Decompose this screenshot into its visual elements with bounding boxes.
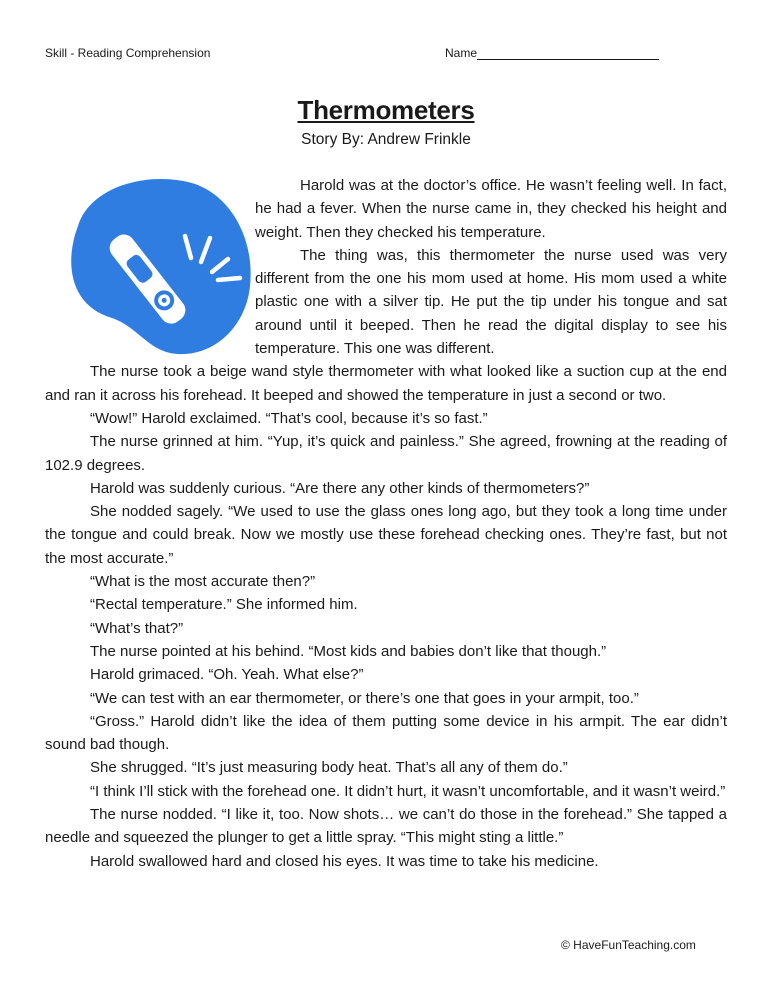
story-paragraph: She nodded sagely. “We used to use the glass ones long ago, but they took a long time under the tongue and could break. Now we mostly use these forehead checking ones. They’re fast, but not the most accurate.” (45, 503, 727, 567)
name-field (445, 46, 659, 60)
story-paragraph: She shrugged. “It’s just measuring body heat. That’s all any of them do.” (90, 759, 568, 777)
story-paragraph: Harold grimaced. “Oh. Yeah. What else?” (90, 666, 364, 684)
story-paragraph: Harold swallowed hard and closed his eyes. It was time to take his medicine. (90, 852, 599, 870)
story-paragraph: “What is the most accurate then?” (90, 573, 316, 591)
story-paragraph: “I think I’ll stick with the forehead one. It didn’t hurt, it wasn’t uncomfortable, and it wasn’t weird.” (90, 782, 726, 800)
story-paragraph: “We can test with an ear thermometer, or there’s one that goes in your armpit, too.” (90, 689, 639, 707)
story-text (45, 174, 727, 873)
page-title: Thermometers (297, 95, 475, 125)
story-paragraph: The nurse grinned at him. “Yup, it’s quick and painless.” She agreed, frowning at the reading of 102.9 degrees. (45, 433, 727, 474)
story-paragraph: The nurse nodded. “I like it, too. Now shots… we can’t do those in the forehead.” She tapped a needle and squeezed the plunger to get a little spray. “This might sting a little.” (45, 806, 727, 847)
story-paragraph: “Wow!” Harold exclaimed. “That’s cool, because it’s so fast.” (90, 409, 488, 427)
story-paragraph: Harold was suddenly curious. “Are there any other kinds of thermometers?” (90, 479, 590, 497)
copyright-footer: © HaveFunTeaching.com (561, 938, 696, 952)
story-paragraph: The thing was, this thermometer the nurse used was very different from the one his mom used at home. His mom used a white plastic one with a silver tip. He put the tip under his tongue and sat around until it beeped. Then he read the digital display to see his temperature. This one was different. (255, 246, 727, 358)
story-paragraph: The nurse took a beige wand style thermometer with what looked like a suction cup at the end and ran it across his forehead. It beeped and showed the temperature in just a second or two. (45, 363, 727, 404)
name-blank-line (477, 46, 659, 60)
name-label: Name (445, 46, 478, 60)
byline: Story By: Andrew Frinkle (301, 131, 471, 148)
story-paragraph: “What’s that?” (90, 619, 184, 637)
story-paragraph: “Rectal temperature.” She informed him. (90, 596, 358, 614)
illustration-space (45, 174, 255, 359)
story-paragraph: “Gross.” Harold didn’t like the idea of them putting some device in his armpit. The ear didn’t sound bad though. (45, 712, 727, 754)
story-paragraph: The nurse pointed at his behind. “Most kids and babies don’t like that though.” (90, 642, 607, 660)
skill-label: Skill - Reading Comprehension (45, 46, 211, 60)
story-paragraph: Harold was at the doctor’s office. He wasn’t feeling well. In fact, he had a fever. When the nurse came in, they checked his height and weight. Then they checked his temperature. (255, 177, 727, 241)
